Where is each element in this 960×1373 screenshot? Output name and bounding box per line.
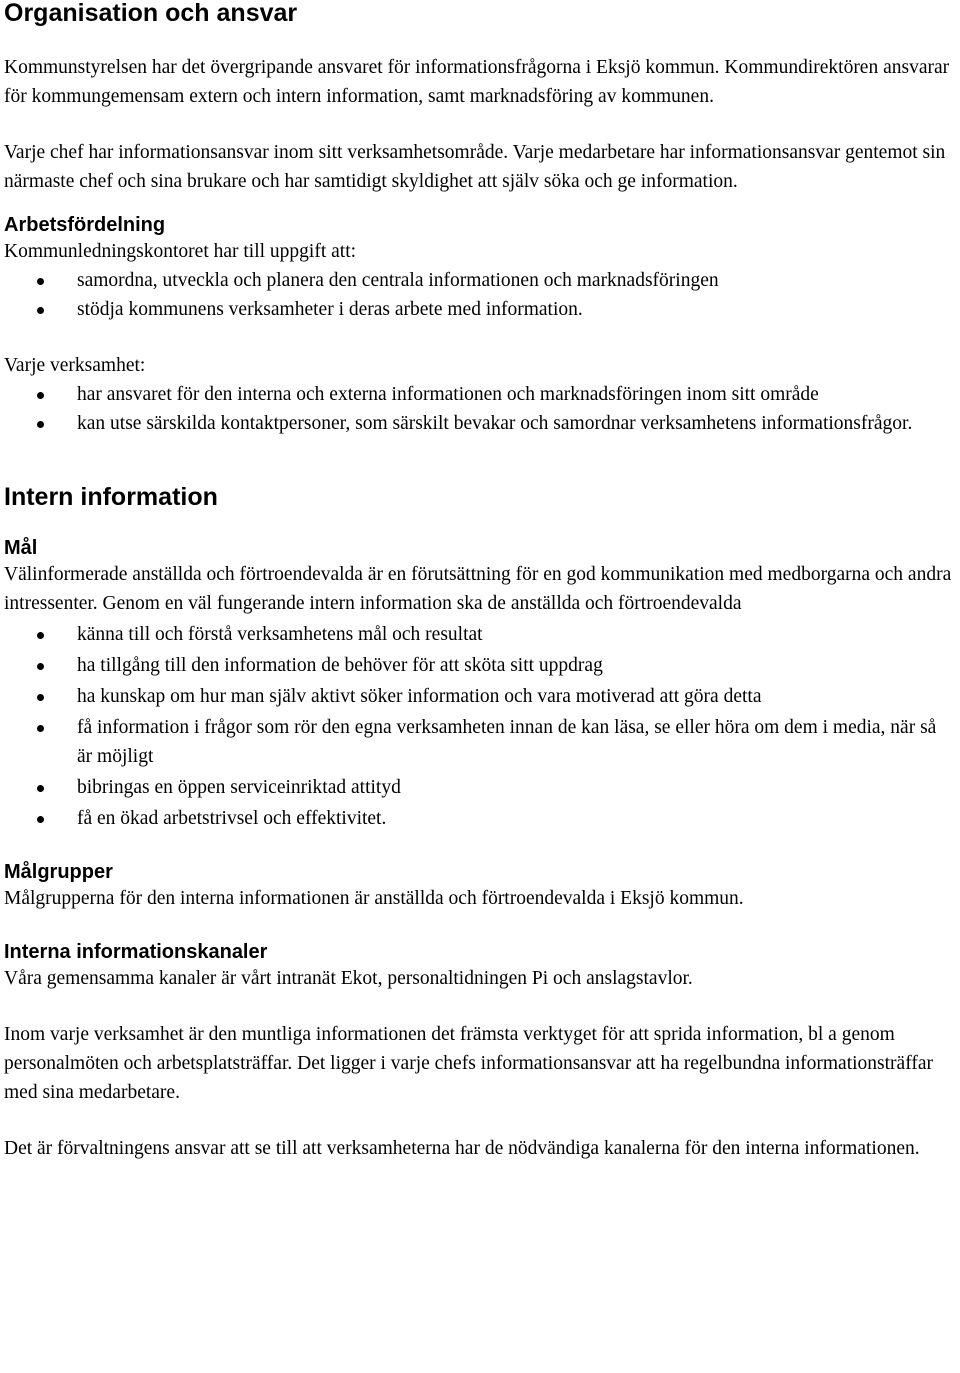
list-item: kan utse särskilda kontaktpersoner, som särskilt bevakar och samordnar verksamhetens informationsfrågor. (4, 409, 956, 438)
paragraph-mal: Välinformerade anställda och förtroendevalda är en förutsättning för en god kommunikation med medborgarna och andra intressenter. Genom en väl fungerande intern information ska de anställda och förtroendevalda (4, 564, 952, 614)
heading-mal: Mål (4, 537, 38, 559)
heading-interna-kanaler: Interna informationskanaler (4, 941, 268, 963)
paragraph-kanaler-1: Våra gemensamma kanaler är vårt intranät Ekot, personaltidningen Pi och anslagstavlor. (4, 968, 693, 989)
bullet-list-mal (4, 620, 956, 833)
heading-organisation: Organisation och ansvar (4, 0, 298, 27)
paragraph-kommunstyrelsen: Kommunstyrelsen har det övergripande ansvaret för informationsfrågorna i Eksjö kommun. Kommundirektören ansvarar för kommungemensam extern och intern information, samt marknadsföring av kommunen. (4, 57, 950, 107)
paragraph-kanaler-3: Det är förvaltningens ansvar att se till att verksamheterna har de nödvändiga kanalerna för den interna informationen. (4, 1138, 920, 1159)
list-item: har ansvaret för den interna och externa informationen och marknadsföringen inom sitt område (4, 380, 956, 409)
bullet-list-verksamhet (4, 380, 956, 438)
paragraph-kanaler-2: Inom varje verksamhet är den muntliga informationen det främsta verktyget för att sprida information, bl a genom personalmöten och arbetsplatsträffar. Det ligger i varje chefs informationsansvar att ha regelbundna informationsträffar med sina medarbetare. (4, 1024, 933, 1103)
list-item: ha tillgång till den information de behöver för att sköta sitt uppdrag (4, 651, 956, 680)
list-item: känna till och förstå verksamhetens mål och resultat (4, 620, 956, 649)
list-item: få information i frågor som rör den egna verksamheten innan de kan läsa, se eller höra om dem i media, när så är möjligt (4, 713, 956, 771)
paragraph-varje-verksamhet: Varje verksamhet: (4, 355, 146, 376)
list-item: stödja kommunens verksamheter i deras arbete med information. (4, 295, 956, 324)
bullet-list-kommunledning (4, 266, 956, 324)
paragraph-varje-chef: Varje chef har informationsansvar inom sitt verksamhetsområde. Varje medarbetare har informationsansvar gentemot sin närmaste chef och sina brukare och har samtidigt skyldighet att själv söka och ge information. (4, 142, 946, 192)
paragraph-kommunledningskontoret: Kommunledningskontoret har till uppgift att: (4, 241, 357, 262)
paragraph-malgrupper: Målgrupperna för den interna informationen är anställda och förtroendevalda i Eksjö kommun. (4, 888, 744, 909)
list-item: få en ökad arbetstrivsel och effektivitet. (4, 804, 956, 833)
list-item: bibringas en öppen serviceinriktad attityd (4, 773, 956, 802)
heading-intern-information: Intern information (4, 483, 218, 511)
heading-arbetsfordelning: Arbetsfördelning (4, 214, 166, 236)
heading-malgrupper: Målgrupper (4, 861, 113, 883)
list-item: samordna, utveckla och planera den centrala informationen och marknadsföringen (4, 266, 956, 295)
list-item: ha kunskap om hur man själv aktivt söker information och vara motiverad att göra detta (4, 682, 956, 711)
